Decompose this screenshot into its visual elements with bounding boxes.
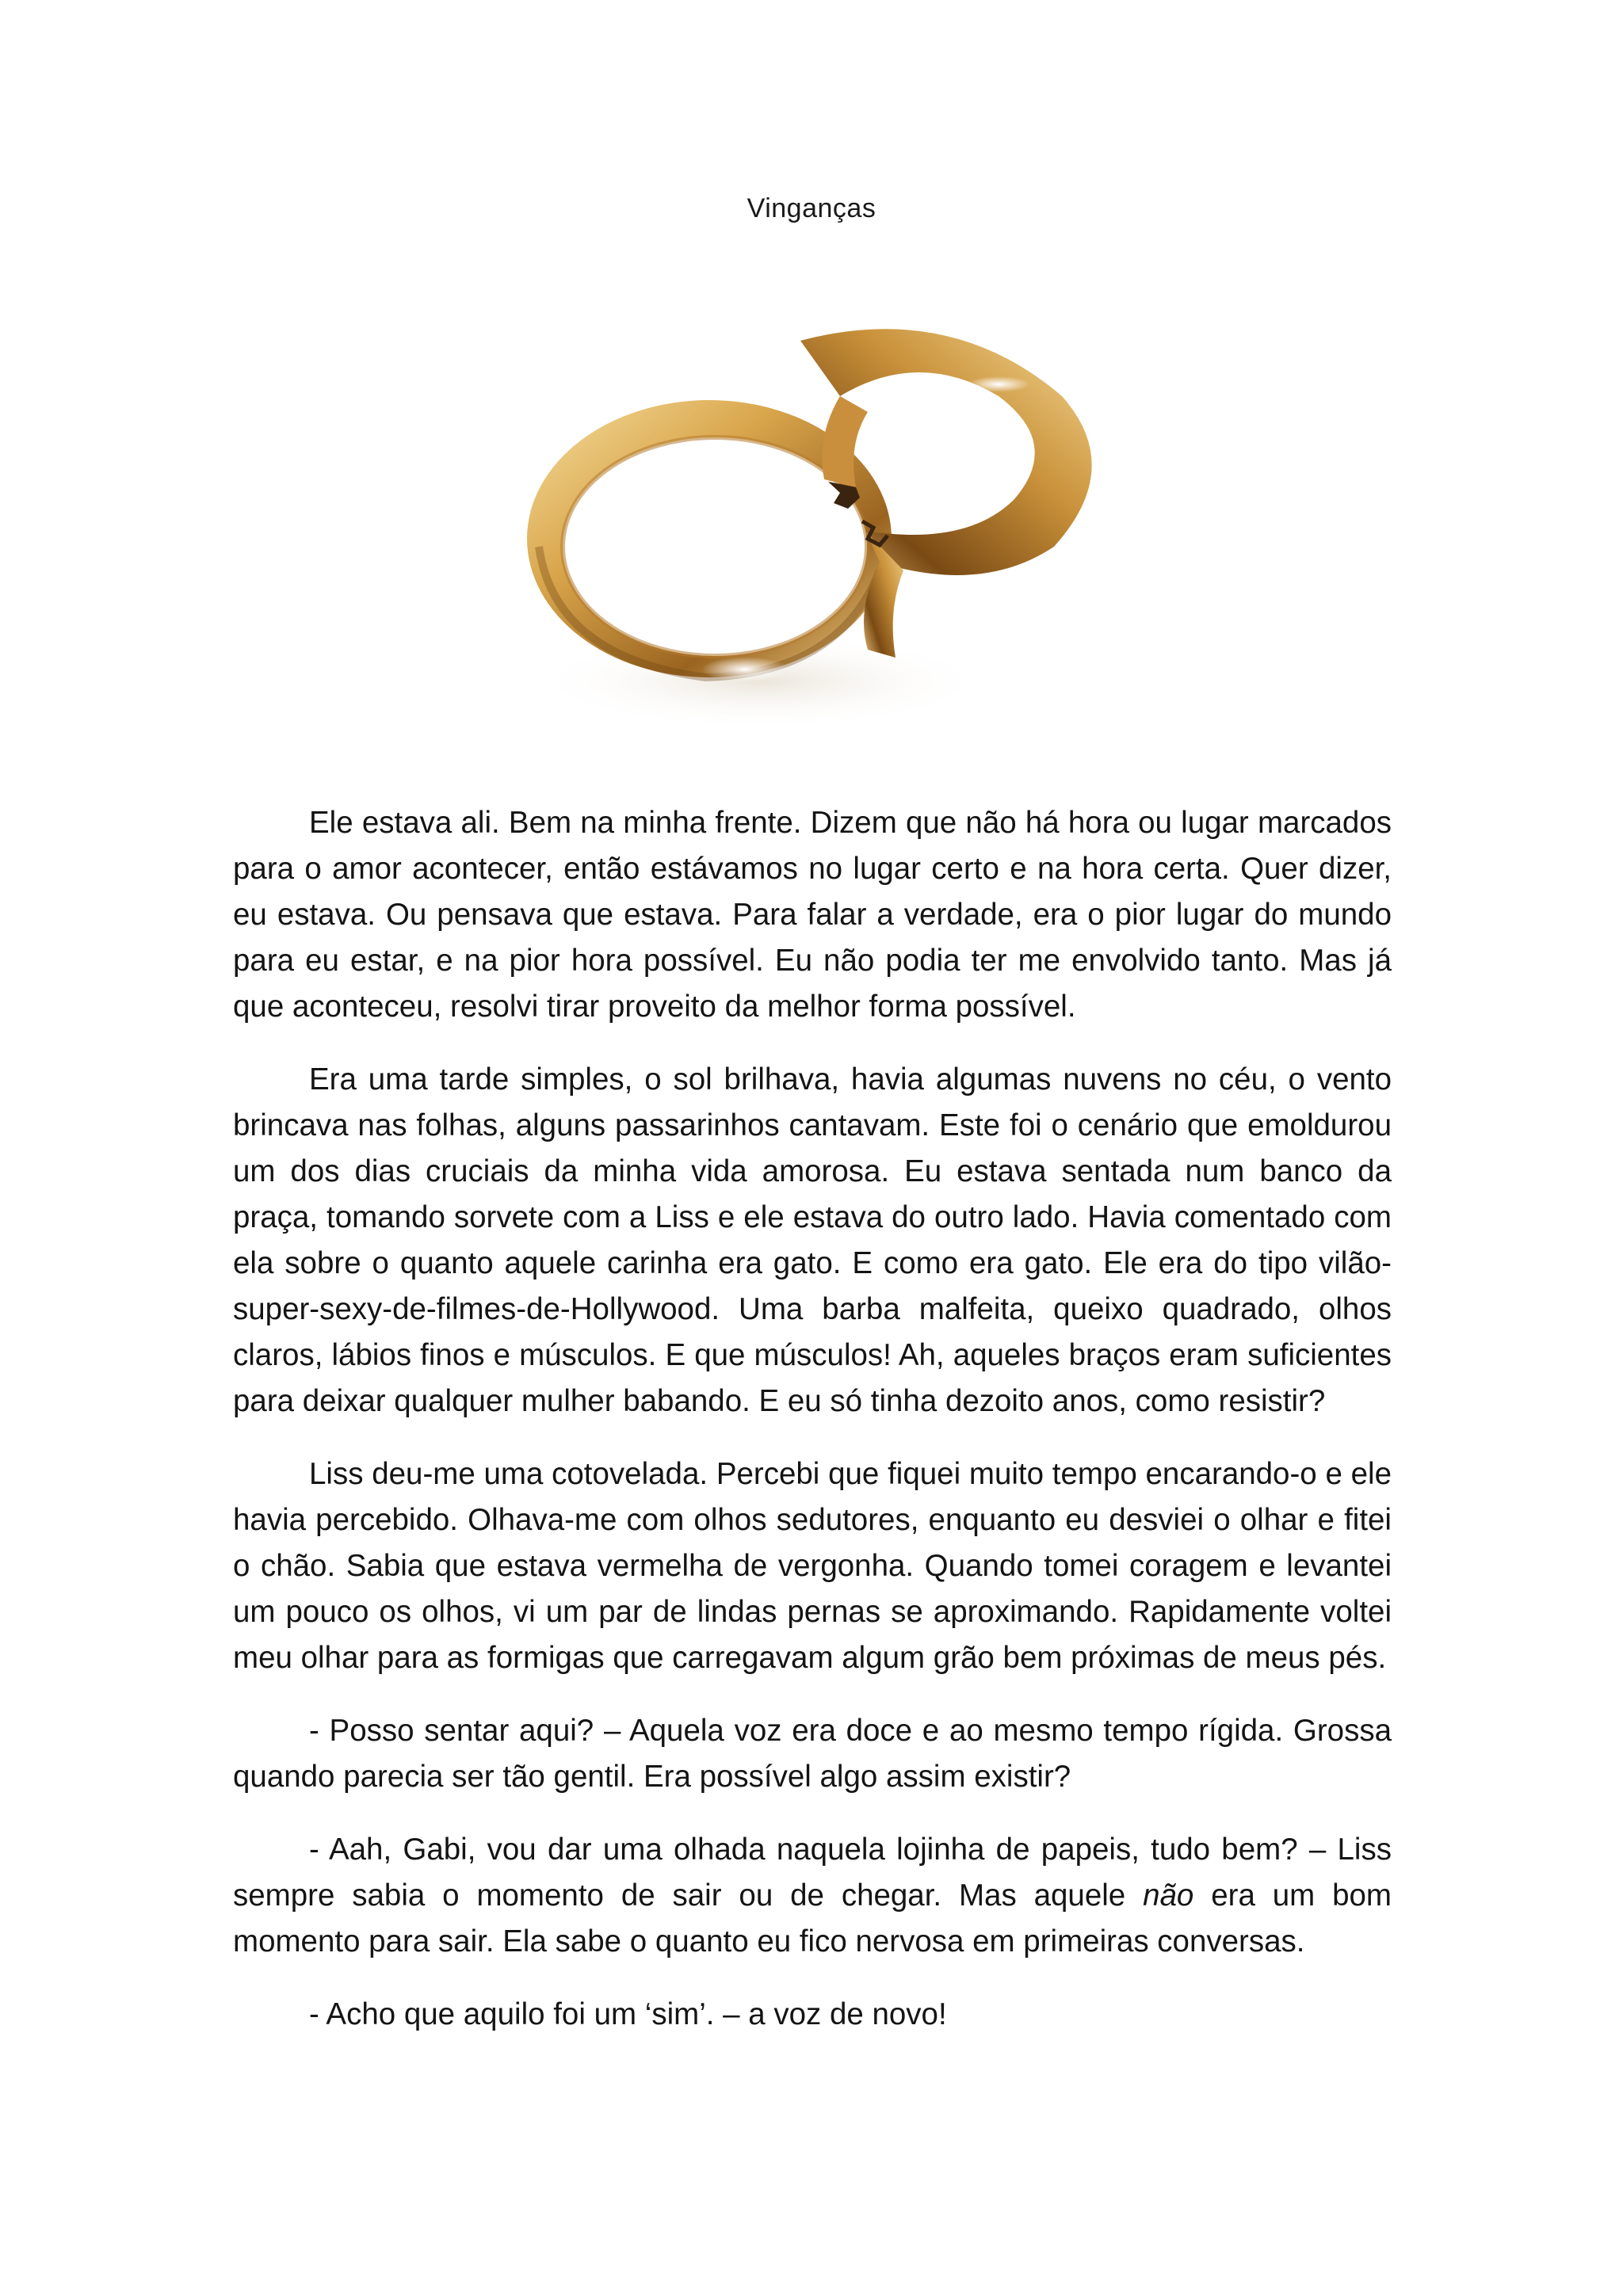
story-body	[233, 800, 1392, 2065]
paragraph-5-after: era um bom momento para sair. Ela sabe o quanto eu fico nervosa em primeiras conversas.	[233, 1878, 1392, 1958]
paragraph-5-emphasis: não	[1143, 1878, 1194, 1913]
paragraph-6: - Acho que aquilo foi um ‘sim’. – a voz de novo!	[309, 1997, 947, 2031]
paragraph-4: - Posso sentar aqui? – Aquela voz era doce e ao mesmo tempo rígida. Grossa quando parecia ser tão gentil. Era possível algo assim existir?	[233, 1714, 1392, 1794]
paragraph-3: Liss deu-me uma cotovelada. Percebi que fiquei muito tempo encarando-o e ele havia percebido. Olhava-me com olhos sedutores, enquanto eu desviei o olhar e fitei o chão. Sabia que estava vermelha de vergonha. Quando tomei coragem e levantei um pouco os olhos, vi um par de lindas pernas se aproximando. Rapidamente voltei meu olhar para as formigas que carregavam algum grão bem próximas de meus pés.	[233, 1457, 1392, 1675]
broken-rings-icon	[507, 309, 1109, 753]
paragraph-2: Era uma tarde simples, o sol brilhava, havia algumas nuvens no céu, o vento brincava nas folhas, alguns passarinhos cantavam. Este foi o cenário que emoldurou um dos dias cruciais da minha vida amorosa. Eu estava sentada num banco da praça, tomando sorvete com a Liss e ele estava do outro lado. Havia comentado com ela sobre o quanto aquele carinha era gato. E como era gato. Ele era do tipo vilão-super-sexy-de-filmes-de-Hollywood. Uma barba malfeita, queixo quadrado, olhos claros, lábios finos e músculos. E que músculos! Ah, aqueles braços eram suficientes para deixar qualquer mulher babando. E eu só tinha dezoito anos, como resistir?	[233, 1062, 1392, 1418]
paragraph-5	[233, 1827, 1392, 1965]
paragraph-1: Ele estava ali. Bem na minha frente. Dizem que não há hora ou lugar marcados para o amor acontecer, então estávamos no lugar certo e na hora certa. Quer dizer, eu estava. Ou pensava que estava. Para falar a verdade, era o pior lugar do mundo para eu estar, e na pior hora possível. Eu não podia ter me envolvido tanto. Mas já que aconteceu, resolvi tirar proveito da melhor forma possível.	[233, 806, 1392, 1024]
paragraph-5-before: - Aah, Gabi, vou dar uma olhada naquela lojinha de papeis, tudo bem? – Liss sempre sabia o momento de sair ou de chegar. Mas aquele	[233, 1833, 1392, 1913]
page-header: Vinganças	[747, 193, 876, 223]
wedding-rings-image	[507, 309, 1109, 753]
